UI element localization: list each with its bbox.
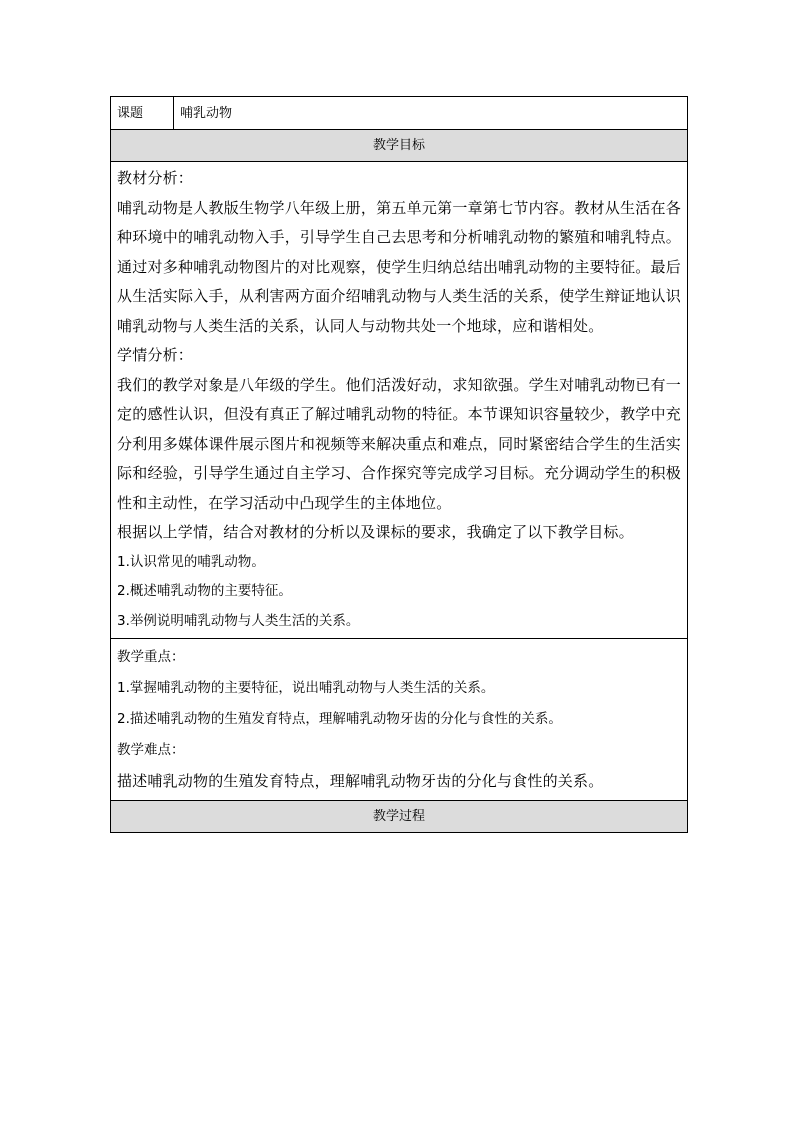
- goals-content-row: [111, 162, 688, 639]
- key-point-item: 2.描述哺乳动物的生殖发育特点，理解哺乳动物牙齿的分化与食性的关系。: [117, 711, 562, 727]
- topic-label: 课题: [111, 97, 174, 130]
- key-points-row: [111, 639, 688, 801]
- process-header-row: [111, 801, 688, 833]
- key-points-heading: 教学重点：: [117, 649, 185, 665]
- goals-intro: 根据以上学情，结合对教材的分析以及课标的要求，我确定了以下教学目标。: [117, 523, 634, 541]
- student-analysis-heading: 学情分析：: [117, 346, 194, 364]
- key-points-cell: [111, 639, 688, 801]
- goals-header-row: [111, 130, 688, 162]
- difficult-points-text: 描述哺乳动物的生殖发育特点，理解哺乳动物牙齿的分化与食性的关系。: [117, 772, 604, 790]
- topic-value: 哺乳动物: [174, 97, 688, 130]
- textbook-analysis-heading: 教材分析：: [117, 169, 194, 187]
- topic-row: [111, 97, 688, 130]
- key-point-item: 1.掌握哺乳动物的主要特征，说出哺乳动物与人类生活的关系。: [117, 680, 495, 696]
- goal-item: 3.举例说明哺乳动物与人类生活的关系。: [117, 612, 360, 629]
- textbook-analysis-text: 哺乳动物是人教版生物学八年级上册，第五单元第一章第七节内容。教材从生活在各种环境中的哺乳动物入手，引导学生自己去思考和分析哺乳动物的繁殖和哺乳特点。通过对多种哺乳动物图片的对比观察，使学生归纳总结出哺乳动物的主要特征。最后从生活实际入手，从利害两方面介绍哺乳动物与人类生活的关系，使学生辩证地认识哺乳动物与人类生活的关系，认同人与动物共处一个地球，应和谐相处。: [117, 198, 681, 335]
- goals-section-title: 教学目标: [111, 130, 688, 162]
- difficult-points-heading: 教学难点：: [117, 742, 185, 758]
- goals-content-cell: [111, 162, 688, 639]
- goal-item: 2.概述哺乳动物的主要特征。: [117, 583, 292, 599]
- goal-item: 1.认识常见的哺乳动物。: [117, 553, 265, 570]
- lesson-plan-table: [110, 96, 688, 833]
- process-section-title: 教学过程: [111, 801, 688, 833]
- student-analysis-text: 我们的教学对象是八年级的学生。他们活泼好动，求知欲强。学生对哺乳动物已有一定的感性认识，但没有真正了解过哺乳动物的特征。本节课知识容量较少，教学中充分利用多媒体课件展示图片和视频等来解决重点和难点，同时紧密结合学生的生活实际和经验，引导学生通过自主学习、合作探究等完成学习目标。充分调动学生的积极性和主动性，在学习活动中凸现学生的主体地位。: [117, 375, 681, 512]
